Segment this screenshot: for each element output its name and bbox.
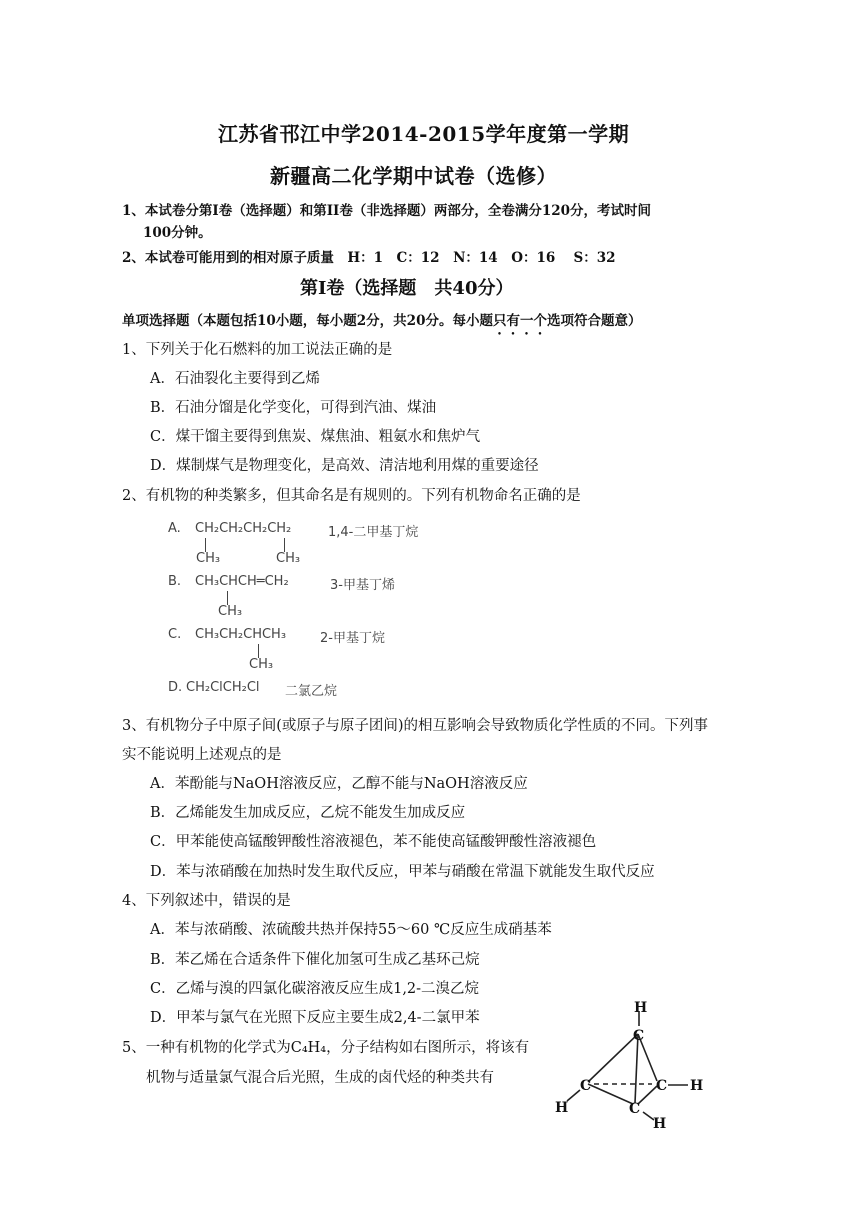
structure-d-main: CH₂ClCH₂Cl: [186, 680, 260, 695]
question-4-option-a: A．苯与浓硝酸、浓硫酸共热并保持55～60 ℃反应生成硝基苯: [150, 922, 552, 938]
question-3-option-a: A．苯酚能与NaOH溶液反应，乙醇不能与NaOH溶液反应: [150, 776, 528, 792]
structure-b-label: B.: [168, 574, 182, 589]
bond-top-bottom: [635, 1034, 638, 1103]
section-intro-before: 单项选择题（本题包括10小题，每小题2分，共20分。每小题: [122, 313, 493, 329]
structure-c-label: C.: [168, 627, 182, 642]
question-5-stem-line2: 机物与适量氯气混合后光照，生成的卤代烃的种类共有: [146, 1070, 494, 1086]
atom-h-left: H: [555, 1100, 569, 1116]
question-5-stem-line1: 5、一种有机物的化学式为C₄H₄，分子结构如右图所示，将该有: [122, 1040, 530, 1056]
section-intro: [122, 309, 641, 338]
bond-left-h: [567, 1090, 580, 1101]
structure-a-main: CH₂CH₂CH₂CH₂: [195, 521, 292, 536]
exam-title-line2: 新疆高二化学期中试卷（选修）: [270, 164, 557, 188]
question-1-option-b: B．石油分馏是化学变化，可得到汽油、煤油: [150, 400, 437, 416]
bond-bottom-right: [638, 1086, 657, 1104]
question-1-option-d: D．煤制煤气是物理变化，是高效、清洁地利用煤的重要途径: [150, 458, 539, 474]
atom-c-left: C: [580, 1078, 592, 1094]
section-title: 第I卷（选择题 共40分）: [300, 278, 514, 299]
instruction-1: 1、本试卷分第I卷（选择题）和第II卷（非选择题）两部分，全卷满分120分，考试时间: [122, 203, 652, 219]
question-3-option-d: D．苯与浓硝酸在加热时发生取代反应，甲苯与硝酸在常温下就能发生取代反应: [150, 864, 655, 880]
structure-b-name: 3-甲基丁烯: [330, 578, 395, 593]
section-intro-after: 选项符合题意）: [546, 313, 642, 329]
structure-b-main: CH₃CHCH═CH₂: [195, 574, 289, 589]
tetrahedrane-diagram: [540, 1000, 720, 1140]
atom-h-top: H: [634, 1000, 648, 1016]
structure-a-branch-right: CH₃: [276, 551, 301, 566]
instruction-2: 2、本试卷可能用到的相对原子质量 H：1 C：12 N：14 O：16 S：32: [122, 250, 616, 266]
question-3-option-b: B．乙烯能发生加成反应，乙烷不能发生加成反应: [150, 805, 466, 821]
atom-h-right: H: [690, 1078, 704, 1094]
structure-c-main: CH₃CH₂CHCH₃: [195, 627, 287, 642]
structure-a-label: A.: [168, 521, 181, 536]
structure-a-name: 1,4-二甲基丁烷: [328, 525, 419, 540]
question-3-stem-line2: 实不能说明上述观点的是: [122, 747, 282, 763]
structure-a-bond-right: [284, 538, 285, 552]
instruction-1-cont: 100分钟。: [143, 225, 212, 241]
structure-d-label: D.: [168, 680, 183, 695]
structure-b-bond: [227, 591, 228, 605]
structure-c-branch: CH₃: [249, 657, 274, 672]
structure-c-bond: [258, 644, 259, 658]
atom-h-bottom: H: [653, 1116, 667, 1132]
question-2-stem: 2、有机物的种类繁多，但其命名是有规则的。下列有机物命名正确的是: [122, 488, 581, 504]
question-1-stem: 1、下列关于化石燃料的加工说法正确的是: [122, 342, 393, 358]
question-4-stem: 4、下列叙述中，错误的是: [122, 893, 291, 909]
exam-title-line1: 江苏省邗江中学2014-2015学年度第一学期: [218, 122, 630, 146]
question-4-option-b: B．苯乙烯在合适条件下催化加氢可生成乙基环己烷: [150, 952, 480, 968]
structure-d-name: 二氯乙烷: [285, 684, 338, 699]
structure-c-name: 2-甲基丁烷: [320, 631, 385, 646]
question-4-option-d: D．甲苯与氯气在光照下反应主要生成2,4-二氯甲苯: [150, 1010, 480, 1026]
atom-c-right: C: [656, 1078, 668, 1094]
structure-a-bond-left: [205, 538, 206, 552]
atom-c-top: C: [633, 1028, 645, 1044]
structure-b-branch: CH₃: [218, 604, 243, 619]
question-1-option-a: A．石油裂化主要得到乙烯: [150, 371, 320, 387]
atom-c-bottom: C: [629, 1101, 641, 1117]
section-intro-dotted: 只有一个: [492, 313, 547, 329]
question-3-stem-line1: 3、有机物分子中原子间(或原子与原子团间)的相互影响会导致物质化学性质的不同。下列事: [122, 718, 709, 734]
bond-top-left: [588, 1034, 638, 1082]
question-4-option-c: C．乙烯与溴的四氯化碳溶液反应生成1,2-二溴乙烷: [150, 981, 480, 997]
question-1-option-c: C．煤干馏主要得到焦炭、煤焦油、粗氨水和焦炉气: [150, 429, 481, 445]
structure-a-branch-left: CH₃: [196, 551, 221, 566]
bond-left-bottom: [588, 1084, 633, 1104]
question-3-option-c: C．甲苯能使高锰酸钾酸性溶液褪色，苯不能使高锰酸钾酸性溶液褪色: [150, 834, 597, 850]
